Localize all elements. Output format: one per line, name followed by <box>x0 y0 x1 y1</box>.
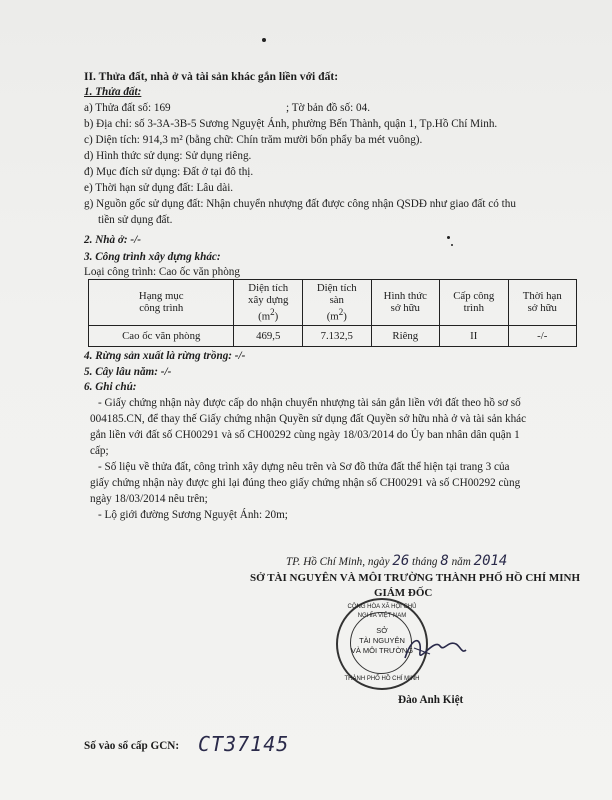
ink-speck <box>451 244 453 246</box>
seal-center-2: TÀI NGUYÊN <box>359 636 405 645</box>
cell-build-area: 469,5 <box>234 325 302 346</box>
seal-top-text: CỘNG HÒA XÃ HỘI CHỦ NGHĨA VIỆT NAM <box>347 604 417 619</box>
date-day: 26 <box>392 553 410 569</box>
date-month-label: tháng <box>412 556 438 568</box>
col-header-grade: Cấp công trình <box>440 280 508 326</box>
land-origin-cont: tiền sử dụng đất. <box>98 214 173 226</box>
land-heading: 1. Thửa đất: <box>84 86 142 98</box>
seal-center-3: VÀ MÔI TRƯỜNG <box>350 646 414 655</box>
col-header-term: Thời hạn sở hữu <box>508 280 577 326</box>
note-line: ngày 18/03/2014 nêu trên; <box>90 493 208 505</box>
cell-floor-area: 7.132,5 <box>302 325 371 346</box>
note-line: giấy chứng nhận này được ghi lại đúng theo giấy chứng nhận số CH00291 và số CH00292 cùng <box>90 477 521 489</box>
usage-purpose: đ) Mục đích sử dụng: Đất ở tại đô thị. <box>84 166 254 178</box>
land-origin: g) Nguồn gốc sử dụng đất: Nhận chuyển nhượng đất được công nhận QSDĐ như giao đất có thu <box>84 198 516 210</box>
cell-ownership: Riêng <box>371 325 440 346</box>
ink-speck <box>262 38 266 42</box>
ink-speck <box>447 236 450 239</box>
usage-term: e) Thời hạn sử dụng đất: Lâu dài. <box>84 182 234 194</box>
note-line: - Lộ giới đường Sương Nguyệt Ánh: 20m; <box>98 509 288 521</box>
note-line: cấp; <box>90 445 109 457</box>
sign-date <box>286 555 507 569</box>
works-table <box>88 279 577 347</box>
date-prefix: TP. Hồ Chí Minh, ngày <box>286 556 390 568</box>
cell-grade: II <box>440 325 508 346</box>
note-line: 004185.CN, để thay thế Giấy chứng nhận Quyền sử dụng đất Quyền sở hữu nhà ở và tài sản khác <box>90 413 527 425</box>
usage-form: d) Hình thức sử dụng: Sử dụng riêng. <box>84 150 252 162</box>
gcn-register-number: CT37145 <box>198 732 290 756</box>
seal-center-1: SỞ <box>376 626 388 635</box>
col-header-build-area: Diện tích xây dựng $(m^2)$ <box>234 280 302 326</box>
gcn-register-label: Số vào sổ cấp GCN: <box>84 740 180 752</box>
date-month: 8 <box>440 553 449 569</box>
section-title: II. Thửa đất, nhà ở và tài sản khác gắn liền với đất: <box>84 70 339 83</box>
works-type: Loại công trình: Cao ốc văn phòng <box>84 266 240 278</box>
cell-item: Cao ốc văn phòng <box>89 325 234 346</box>
land-address: b) Địa chỉ: số 3-3A-3B-5 Sương Nguyệt Ánh, phường Bến Thành, quận 1, Tp.Hồ Chí Minh. <box>84 118 498 130</box>
table-row <box>89 325 577 346</box>
works-heading: 3. Công trình xây dựng khác: <box>84 251 221 263</box>
land-area: c) Diện tích: 914,3 m² (bằng chữ: Chín trăm mười bốn phẩy ba mét vuông). <box>84 134 423 146</box>
cell-term: -/- <box>508 325 577 346</box>
col-header-item: Hạng mục công trình <box>89 280 234 326</box>
signer-name: Đào Anh Kiệt <box>398 694 464 706</box>
note-line: - Số liệu về thửa đất, công trình xây dựng nêu trên và Sơ đồ thửa đất thể hiện tại trang 3 của <box>98 461 510 473</box>
date-year-label: năm <box>451 556 471 568</box>
map-sheet-number: ; Tờ bản đồ số: 04. <box>286 102 371 114</box>
note-line: - Giấy chứng nhận này được cấp do nhận chuyển nhượng tài sản gắn liền với đất theo hồ sơ số <box>98 397 521 409</box>
note-line: gắn liền với đất số CH00291 và số CH00292 cùng ngày 18/03/2014 do Ủy ban nhân dân quận 1 <box>90 429 520 441</box>
col-header-floor-area: Diện tích sàn $(m^2)$ <box>302 280 371 326</box>
handwritten-signature <box>400 628 470 668</box>
notes-heading: 6. Ghi chú: <box>84 381 137 393</box>
seal-bottom-text: THÀNH PHỐ HỒ CHÍ MINH <box>344 676 420 682</box>
house-section: 2. Nhà ở: -/- <box>84 234 141 246</box>
forest-section: 4. Rừng sản xuất là rừng trồng: -/- <box>84 350 246 362</box>
col-header-ownership: Hình thức sở hữu <box>371 280 440 326</box>
parcel-number: a) Thửa đất số: 169 <box>84 102 171 114</box>
date-year: 2014 <box>473 553 508 569</box>
perennial-section: 5. Cây lâu năm: -/- <box>84 366 172 378</box>
issuing-authority: SỞ TÀI NGUYÊN VÀ MÔI TRƯỜNG THÀNH PHỐ HỒ CHÍ MINH <box>250 572 581 584</box>
signer-role: GIÁM ĐỐC <box>374 587 433 599</box>
works-table-header-row <box>89 280 577 326</box>
